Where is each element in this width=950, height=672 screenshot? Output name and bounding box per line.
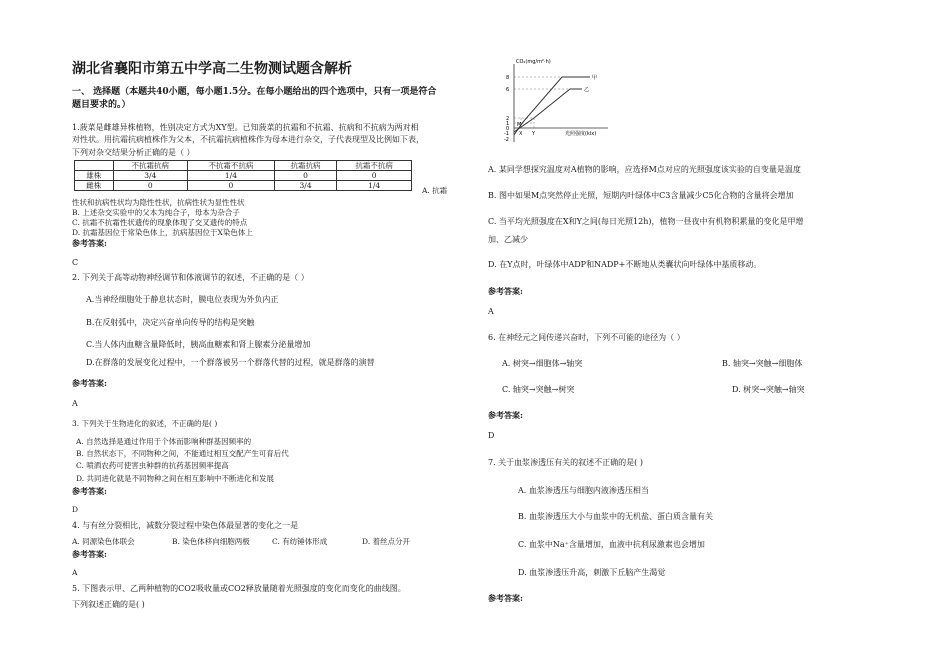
table-header-cell: [75, 161, 114, 171]
section-heading-line2: 题目要求的。）: [72, 100, 131, 110]
table-cell: 0: [274, 171, 337, 181]
table-row: [75, 181, 412, 191]
q6-option-c: C. 轴突→突触→树突: [502, 385, 575, 394]
figure-ytick: 1: [506, 121, 510, 127]
q2-answer-label: 参考答案:: [72, 378, 107, 388]
q5-option-c-line2: 加、乙减少: [488, 235, 528, 244]
q1-option-b: B. 上述杂交实验中的父本为纯合子，母本为杂合子: [72, 208, 240, 217]
q7-stem: 7. 关于血浆渗透压有关的叙述不正确的是( ): [488, 458, 643, 467]
q5-answer-label: 参考答案:: [488, 286, 523, 296]
table-cell: 雄株: [75, 171, 114, 181]
figure-ytick: 2: [506, 116, 510, 122]
q1-option-a-prefix: A. 抗霜: [422, 186, 448, 195]
q3-option-c: C. 喷洒农药可使害虫种群的抗药基因频率提高: [76, 461, 229, 470]
q5-answer: A: [488, 307, 494, 316]
q4-stem: 4. 与有丝分裂相比，减数分裂过程中染色体最显著的变化之一是: [72, 521, 299, 530]
page-title: 湖北省襄阳市第五中学高二生物测试题含解析: [72, 61, 352, 77]
q4-option-d: D. 着丝点分开: [362, 537, 411, 546]
figure-ytick: 0: [506, 126, 510, 132]
q4-option-c: C. 有纺锤体形成: [272, 537, 328, 546]
table-header-cell: 抗霜不抗病: [337, 161, 412, 171]
q7-option-c: C. 血浆中Na⁺含量增加，血液中抗利尿激素也会增加: [518, 540, 705, 549]
q3-option-a: A. 自然选择是通过作用于个体而影响种群基因频率的: [76, 437, 252, 446]
q2-stem: 2. 下列关于高等动物神经调节和体液调节的叙述，不正确的是（ ）: [72, 273, 309, 282]
table-header-cell: 不抗霜抗病: [113, 161, 188, 171]
q5-option-c-line1: C. 当平均光照强度在X和Y之间(每日光照12h)，植物一昼夜中有机物积累量的变化是甲增: [488, 217, 804, 226]
q5-stem-line1: 5. 下图表示甲、乙两种植物的CO2吸收量或CO2释放量随着光照强度的变化而变化的曲线图。: [72, 584, 406, 593]
q2-option-b: B.在反射弧中，决定兴奋单向传导的结构是突触: [86, 318, 255, 327]
q3-option-d: D. 共同进化就是不同物种之间在相互影响中不断进化和发展: [76, 474, 275, 483]
q3-stem: 3. 下列关于生物进化的叙述，不正确的是( ): [72, 419, 218, 428]
q2-option-d: D.在群落的发展变化过程中，一个群落被另一个群落代替的过程，就是群落的演替: [86, 358, 375, 367]
q2-option-c: C.当人体内血糖含量降低时，胰高血糖素和肾上腺素分泌量增加: [86, 340, 311, 349]
q5-option-b: B. 图中如果M点突然停止光照，短期内叶绿体中C3含量减少C5化合物的含量将会增加: [488, 191, 794, 200]
q6-option-a: A. 树突→细胞体→轴突: [502, 359, 583, 368]
q2-answer: A: [72, 399, 78, 408]
table-cell: 0: [188, 181, 275, 191]
table-header-row: [75, 161, 412, 171]
table-cell: 雌株: [75, 181, 114, 191]
figure-ytick: -2: [504, 137, 509, 143]
q1-option-c: C. 抗霜不抗霜性状遗传的现象体现了交叉遗传的特点: [72, 218, 248, 227]
table-header-cell: 不抗霜不抗病: [188, 161, 275, 171]
q6-answer: D: [488, 431, 495, 440]
q3-answer-label: 参考答案:: [72, 486, 107, 496]
q2-option-a: A.当神经细胞处于静息状态时，膜电位表现为外负内正: [86, 295, 279, 304]
figure-series-label: 乙: [584, 87, 590, 93]
figure-curve-jia: [514, 77, 590, 135]
q4-option-b: B. 染色体移向细胞两极: [172, 537, 250, 546]
q1-stem-line3: 下列对杂交结果分析正确的是（ ）: [72, 148, 195, 157]
figure-ytick: -1: [504, 131, 509, 137]
q4-option-a: A. 同源染色体联会: [72, 537, 135, 546]
q7-option-a: A. 血浆渗透压与细胞内液渗透压相当: [518, 486, 649, 495]
q3-answer: D: [72, 505, 79, 514]
q1-stem-line1: 1.菠菜是雌雄异株植物，性别决定方式为XY型。已知菠菜的抗霜和不抗霜、抗病和不抗病为两对相: [72, 123, 419, 132]
q6-stem: 6. 在神经元之间传递兴奋时，下列不可能的途径为（ ）: [488, 333, 685, 342]
q6-option-d: D. 树突→突触→轴突: [732, 385, 805, 394]
q1-answer-label: 参考答案:: [72, 238, 107, 248]
q1-answer: C: [72, 258, 79, 267]
table-cell: 0: [113, 181, 188, 191]
q4-answer: A: [72, 568, 78, 577]
q5-option-a: A. 某同学想探究温度对A植物的影响，应选择M点对应的光照强度该实验的自变量是温度: [488, 165, 801, 174]
figure-curve-yi: [514, 89, 582, 132]
figure-ylabel: CO₂(mg/m²·h): [516, 59, 551, 65]
figure-xlabel-y: Y: [532, 131, 536, 137]
q7-option-b: B. 血浆渗透压大小与血浆中的无机盐、蛋白质含量有关: [518, 512, 713, 521]
photosynthesis-figure: [490, 56, 610, 146]
table-cell: 0: [337, 171, 412, 181]
figure-xlabel-x: X: [519, 131, 523, 137]
q3-option-b: B. 自然状态下，不同物种之间，不能通过相互交配产生可育后代: [76, 449, 289, 458]
q7-answer-label: 参考答案:: [488, 593, 523, 603]
q1-genetics-table: [74, 160, 412, 191]
figure-xlabel: 光照强度(klx): [565, 131, 597, 137]
q4-answer-label: 参考答案:: [72, 549, 107, 559]
figure-point-label: M: [517, 122, 522, 128]
q1-stem-line2: 对性状。用抗霜抗病植株作为父本，不抗霜抗病植株作为母本进行杂交，子代表现型及比例如下表，: [72, 135, 424, 144]
q6-option-b: B. 轴突→突触→细胞体: [722, 359, 803, 368]
figure-series-label: 甲: [592, 75, 598, 81]
table-cell: 1/4: [337, 181, 412, 191]
figure-ytick: 8: [506, 75, 510, 81]
q7-option-d: D. 血浆渗透压升高，刺激下丘脑产生渴觉: [518, 568, 666, 577]
q1-option-d: D. 抗霜基因位于常染色体上，抗病基因位于X染色体上: [72, 228, 253, 237]
table-row: [75, 171, 412, 181]
table-cell: 3/4: [274, 181, 337, 191]
table-cell: 3/4: [113, 171, 188, 181]
figure-ytick: 6: [506, 87, 510, 93]
q6-answer-label: 参考答案:: [488, 410, 523, 420]
table-cell: 1/4: [188, 171, 275, 181]
q5-option-d: D. 在Y点时，叶绿体中ADP和NADP+不断地从类囊状向叶绿体中基质移动。: [488, 260, 762, 269]
table-header-cell: 抗霜抗病: [274, 161, 337, 171]
q1-option-a: 性状和抗病性状均为隐性性状，抗病性状为显性性状: [72, 198, 245, 207]
section-heading-line1: 一、 选择题（本题共40小题，每小题1.5分。在每小题给出的四个选项中，只有一项是符合: [72, 87, 437, 97]
q5-stem-line2: 下列叙述正确的是( ): [72, 600, 145, 609]
